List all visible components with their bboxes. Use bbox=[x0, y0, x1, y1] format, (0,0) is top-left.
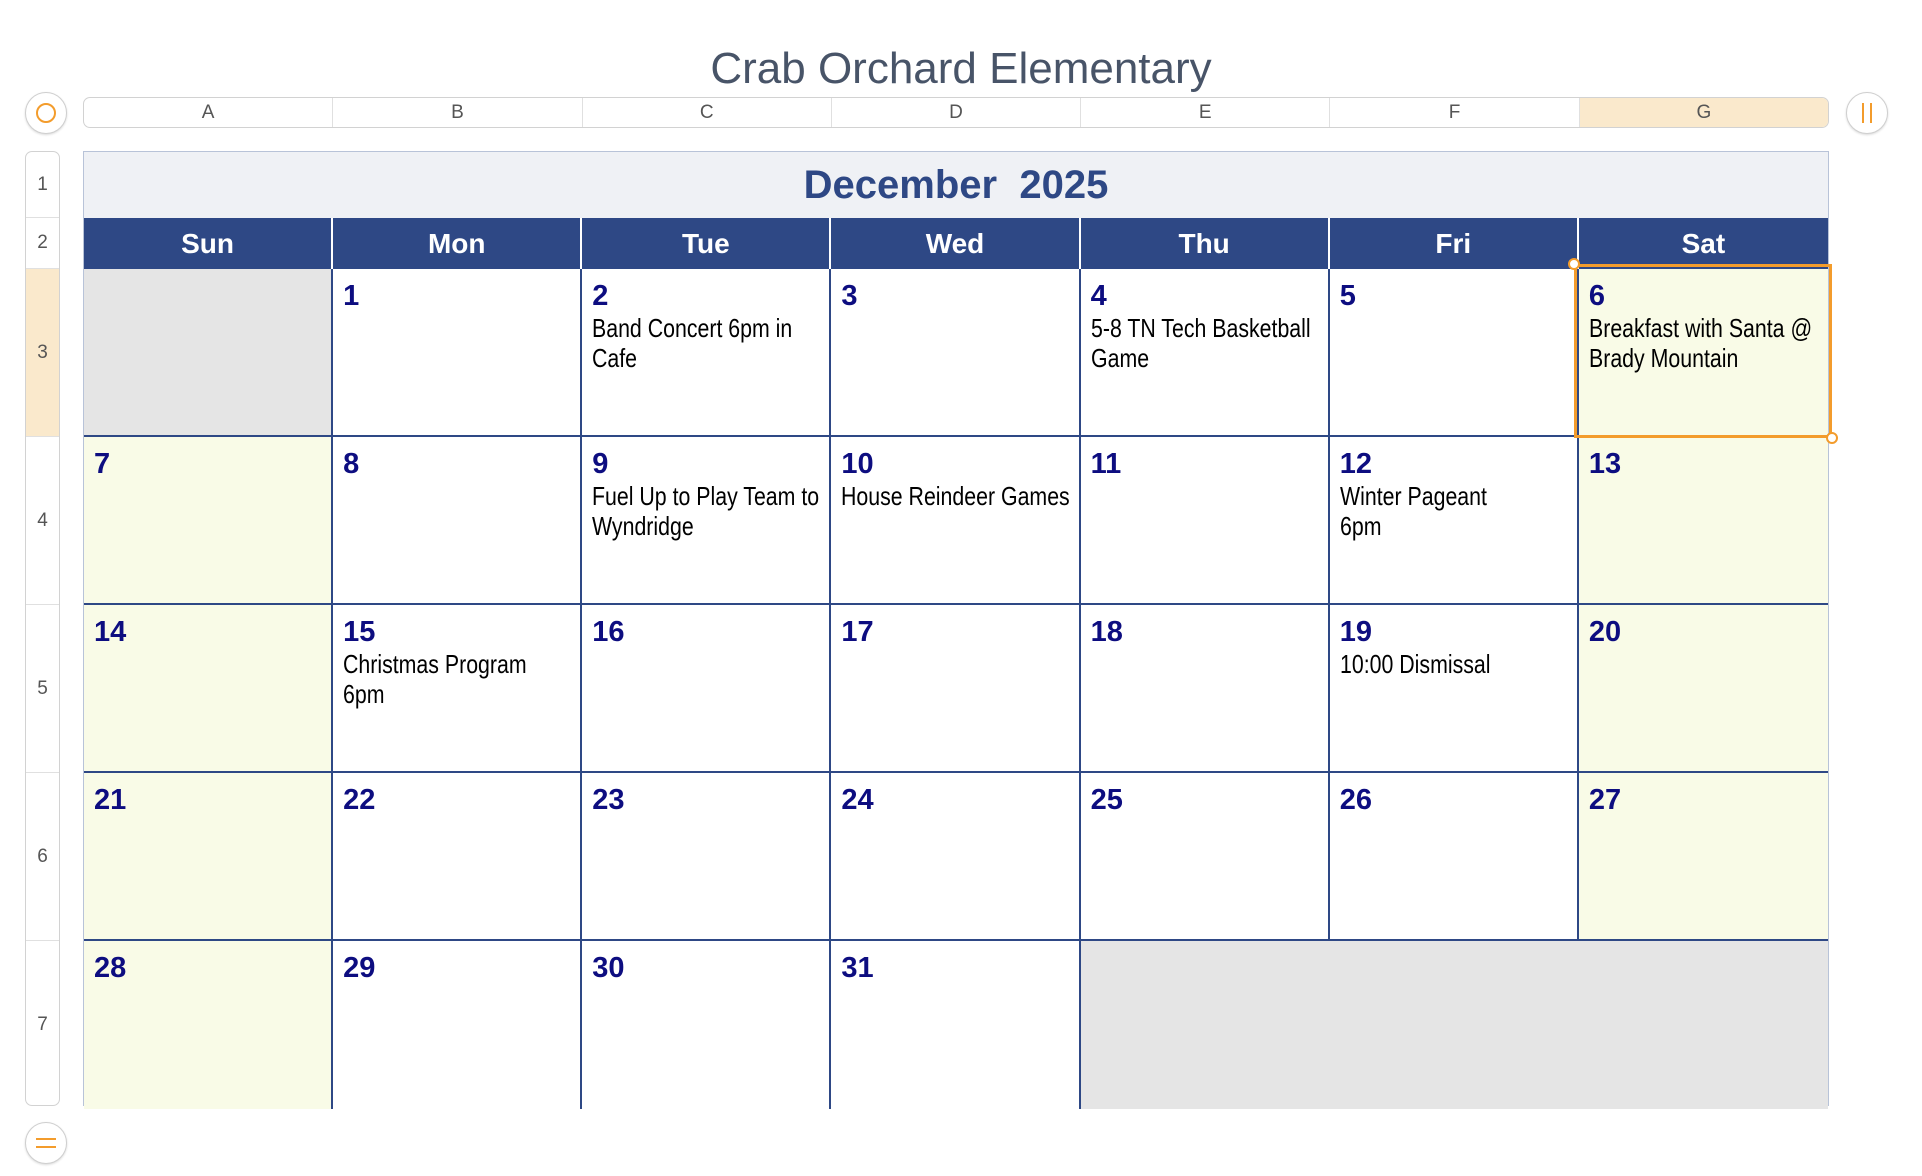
day-of-week-header-fri[interactable]: Fri bbox=[1330, 218, 1579, 269]
day-number: 17 bbox=[841, 616, 874, 648]
day-number: 16 bbox=[592, 616, 625, 648]
day-cell[interactable] bbox=[1081, 437, 1330, 605]
day-cell[interactable] bbox=[1081, 773, 1330, 941]
day-cell[interactable] bbox=[831, 437, 1080, 605]
event-text: Breakfast with Santa @ Brady Mountain bbox=[1588, 313, 1812, 373]
day-number: 10 bbox=[841, 448, 874, 480]
row-header-2[interactable]: 2 bbox=[26, 218, 59, 269]
day-cell[interactable] bbox=[1579, 269, 1828, 437]
day-of-week-header-sun[interactable]: Sun bbox=[84, 218, 333, 269]
day-number: 8 bbox=[343, 448, 360, 480]
day-number: 3 bbox=[841, 280, 858, 312]
day-cell[interactable] bbox=[1330, 437, 1579, 605]
day-cell[interactable] bbox=[582, 437, 831, 605]
day-number: 5 bbox=[1339, 280, 1356, 312]
day-cell[interactable] bbox=[333, 605, 582, 773]
day-number: 13 bbox=[1588, 448, 1622, 480]
day-cell[interactable] bbox=[1081, 269, 1330, 437]
day-number: 30 bbox=[592, 952, 625, 984]
day-number: 24 bbox=[841, 784, 874, 816]
month-title[interactable]: December 2025 bbox=[84, 152, 1828, 218]
row-header-5[interactable]: 5 bbox=[26, 605, 59, 773]
selection-handle-top-left[interactable] bbox=[1568, 258, 1580, 270]
event-text: Band Concert 6pm in Cafe bbox=[592, 313, 793, 373]
day-cell[interactable] bbox=[1579, 605, 1828, 773]
table-select-button[interactable] bbox=[25, 92, 67, 134]
day-cell[interactable] bbox=[1579, 773, 1828, 941]
day-of-week-header-mon[interactable]: Mon bbox=[333, 218, 582, 269]
day-cell[interactable] bbox=[831, 269, 1080, 437]
day-number: 14 bbox=[94, 616, 127, 648]
day-number: 11 bbox=[1090, 448, 1122, 480]
column-header-a[interactable]: A bbox=[84, 98, 333, 127]
day-number: 26 bbox=[1339, 784, 1372, 816]
column-header-b[interactable]: B bbox=[333, 98, 582, 127]
day-cell[interactable] bbox=[582, 773, 831, 941]
column-header-e[interactable]: E bbox=[1081, 98, 1330, 127]
day-number: 29 bbox=[343, 952, 376, 984]
day-number: 28 bbox=[94, 952, 127, 984]
day-number: 1 bbox=[343, 280, 360, 312]
column-header-f[interactable]: F bbox=[1330, 98, 1579, 127]
day-number: 18 bbox=[1090, 616, 1123, 648]
day-number: 20 bbox=[1588, 616, 1622, 648]
day-cell[interactable] bbox=[84, 437, 333, 605]
day-cell[interactable] bbox=[333, 437, 582, 605]
day-number: 2 bbox=[592, 280, 609, 312]
day-cell[interactable] bbox=[84, 941, 333, 1109]
event-text: 10:00 Dismissal bbox=[1339, 649, 1491, 679]
day-cell[interactable] bbox=[333, 269, 582, 437]
day-cell[interactable] bbox=[582, 941, 831, 1109]
row-header-3[interactable]: 3 bbox=[26, 269, 59, 437]
equals-icon bbox=[36, 1138, 56, 1148]
day-number: 9 bbox=[592, 448, 609, 480]
day-of-week-header-sat[interactable]: Sat bbox=[1579, 218, 1828, 269]
column-header-d[interactable]: D bbox=[832, 98, 1081, 127]
event-text: 5-8 TN Tech Basketball Game bbox=[1090, 313, 1311, 373]
day-cell[interactable] bbox=[333, 941, 582, 1109]
row-header-1[interactable]: 1 bbox=[26, 152, 59, 218]
day-number: 27 bbox=[1588, 784, 1622, 816]
day-of-week-header-wed[interactable]: Wed bbox=[831, 218, 1080, 269]
day-number: 4 bbox=[1090, 280, 1107, 312]
day-number: 12 bbox=[1339, 448, 1372, 480]
day-of-week-header-thu[interactable]: Thu bbox=[1081, 218, 1330, 269]
day-cell[interactable] bbox=[582, 269, 831, 437]
sheet-title[interactable]: Crab Orchard Elementary bbox=[710, 44, 1212, 93]
day-cell[interactable] bbox=[1330, 773, 1579, 941]
day-number: 21 bbox=[94, 784, 127, 816]
day-cell[interactable] bbox=[831, 605, 1080, 773]
day-number: 15 bbox=[343, 616, 376, 648]
event-text: House Reindeer Games bbox=[841, 481, 1071, 511]
day-cell[interactable] bbox=[582, 605, 831, 773]
day-number: 25 bbox=[1090, 784, 1123, 816]
event-text: Fuel Up to Play Team to Wyndridge bbox=[592, 481, 820, 541]
day-number: 22 bbox=[343, 784, 376, 816]
row-header-6[interactable]: 6 bbox=[26, 773, 59, 941]
circle-icon bbox=[36, 103, 56, 123]
day-number: 6 bbox=[1588, 280, 1605, 312]
empty-day-cell[interactable] bbox=[1081, 941, 1828, 1109]
day-number: 31 bbox=[841, 952, 874, 984]
empty-day-cell[interactable] bbox=[84, 269, 333, 437]
column-header-g[interactable]: G bbox=[1580, 98, 1828, 127]
pause-bars-icon bbox=[1862, 103, 1872, 123]
add-column-button[interactable] bbox=[1846, 92, 1888, 134]
calendar-table bbox=[83, 151, 1829, 1106]
day-number: 19 bbox=[1339, 616, 1372, 648]
add-row-button[interactable] bbox=[25, 1122, 67, 1164]
row-header-bar[interactable] bbox=[25, 151, 60, 1106]
day-cell[interactable] bbox=[333, 773, 582, 941]
day-cell[interactable] bbox=[1579, 437, 1828, 605]
day-cell[interactable] bbox=[84, 773, 333, 941]
day-cell[interactable] bbox=[1330, 269, 1579, 437]
row-header-4[interactable]: 4 bbox=[26, 437, 59, 605]
event-text: Winter Pageant 6pm bbox=[1339, 481, 1487, 541]
column-header-bar[interactable] bbox=[83, 97, 1829, 128]
day-cell[interactable] bbox=[831, 941, 1080, 1109]
day-cell[interactable] bbox=[1081, 605, 1330, 773]
day-cell[interactable] bbox=[831, 773, 1080, 941]
day-of-week-header-tue[interactable]: Tue bbox=[582, 218, 831, 269]
day-number: 7 bbox=[94, 448, 111, 480]
day-cell[interactable] bbox=[84, 605, 333, 773]
row-header-7[interactable]: 7 bbox=[26, 941, 59, 1106]
column-header-c[interactable]: C bbox=[583, 98, 832, 127]
day-number: 23 bbox=[592, 784, 625, 816]
selection-handle-bottom-right[interactable] bbox=[1826, 432, 1838, 444]
day-cell[interactable] bbox=[1330, 605, 1579, 773]
event-text: Christmas Program 6pm bbox=[343, 649, 527, 709]
